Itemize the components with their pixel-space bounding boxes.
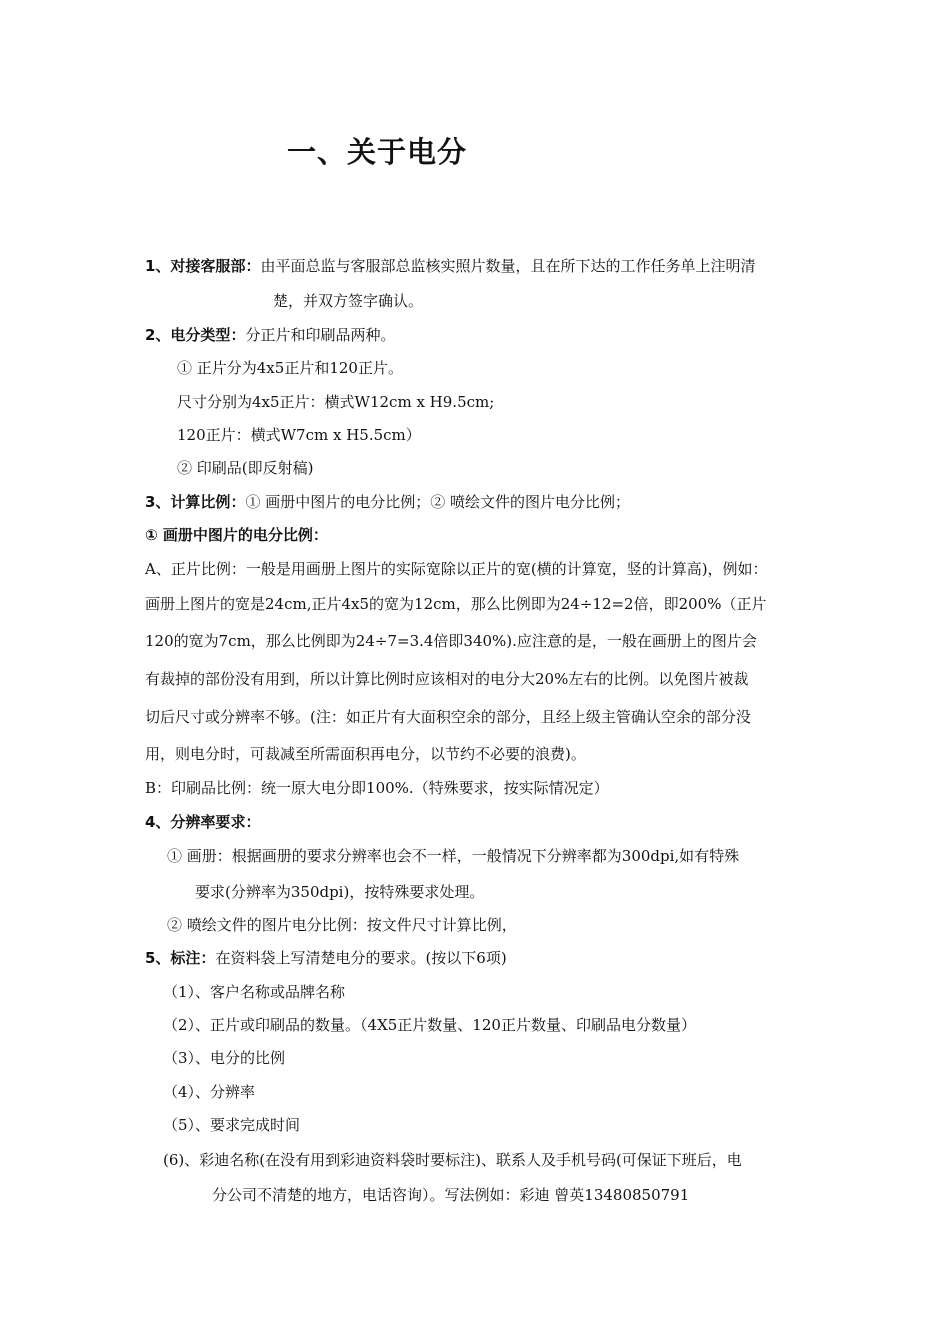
- section-3: [145, 492, 630, 512]
- section-3-para-line-2: 画册上图片的宽是24cm,正片4x5的宽为12cm，那么比例即为24÷12=2倍，即200%（正片: [145, 595, 767, 613]
- section-3-text: ① 画册中图片的电分比例；② 喷绘文件的图片电分比例；: [245, 493, 630, 511]
- section-5-text: 在资料袋上写清楚电分的要求。(按以下6项): [215, 949, 507, 967]
- section-2-label: 2、电分类型：: [145, 326, 246, 344]
- section-3-para-line-3: 120的宽为7cm，那么比例即为24÷7=3.4倍即340%).应注意的是，一般在画册上的图片会: [145, 632, 757, 650]
- section-1-label: 1、对接客服部：: [145, 257, 261, 275]
- section-4: [145, 812, 260, 832]
- section-5-item-6-cont: 分公司不清楚的地方，电话咨询）。写法例如：彩迪 曾英13480850791: [212, 1186, 690, 1204]
- section-3-para-line-6: 用，则电分时，可裁减至所需面积再电分，以节约不必要的浪费)。: [145, 745, 586, 763]
- section-3-print-ratio: B：印刷品比例：统一原大电分即100%.（特殊要求，按实际情况定）: [145, 779, 609, 797]
- section-2-item-1: ① 正片分为4x5正片和120正片。: [177, 359, 403, 377]
- section-4-label: 4、分辨率要求：: [145, 813, 261, 831]
- section-2: [145, 325, 395, 345]
- section-4-item-1: ① 画册：根据画册的要求分辨率也会不一样，一般情况下分辨率都为300dpi,如有特殊: [167, 847, 740, 865]
- section-2-item-2: ② 印刷品(即反射稿): [177, 459, 314, 477]
- section-5-item-3: （3）、电分的比例: [163, 1049, 286, 1067]
- section-5: [145, 948, 507, 968]
- section-2-size-4x5: 尺寸分别为4x5正片：横式W12cm x H9.5cm;: [177, 393, 495, 411]
- section-3-para-line-1: A、正片比例：一般是用画册上图片的实际宽除以正片的宽(横的计算宽，竖的计算高)，例如：: [145, 560, 768, 578]
- section-5-item-6: (6)、彩迪名称(在没有用到彩迪资料袋时要标注)、联系人及手机号码(可保证下班后，电: [163, 1151, 742, 1169]
- section-4-item-1-cont: 要求(分辨率为350dpi)，按特殊要求处理。: [195, 883, 485, 901]
- section-3-para-line-5: 切后尺寸或分辨率不够。(注：如正片有大面积空余的部分，且经上级主管确认空余的部分没: [145, 708, 751, 726]
- section-1: [145, 256, 755, 276]
- section-4-item-2: ② 喷绘文件的图片电分比例：按文件尺寸计算比例，: [167, 916, 517, 934]
- section-5-item-2: （2）、正片或印刷品的数量。（4X5正片数量、120正片数量、印刷品电分数量）: [163, 1016, 696, 1034]
- section-1-text: 由平面总监与客服部总监核实照片数量，且在所下达的工作任务单上注明清: [260, 257, 756, 275]
- section-3-para-line-4: 有裁掉的部份没有用到，所以计算比例时应该相对的电分大20%左右的比例。以免图片被裁: [145, 670, 749, 688]
- section-5-item-1: （1）、客户名称或品牌名称: [163, 983, 346, 1001]
- section-5-item-4: （4）、分辨率: [163, 1083, 256, 1101]
- section-5-label: 5、标注：: [145, 949, 216, 967]
- section-2-size-120: 120正片：横式W7cm x H5.5cm）: [177, 426, 421, 444]
- page-title: 一、关于电分: [287, 135, 468, 169]
- section-3-label: 3、计算比例：: [145, 493, 246, 511]
- section-3-subheading: ① 画册中图片的电分比例：: [145, 526, 328, 544]
- section-1-text-cont: 楚，并双方签字确认。: [273, 292, 424, 310]
- section-5-item-5: （5）、要求完成时间: [163, 1116, 301, 1134]
- section-2-text: 分正片和印刷品两种。: [245, 326, 396, 344]
